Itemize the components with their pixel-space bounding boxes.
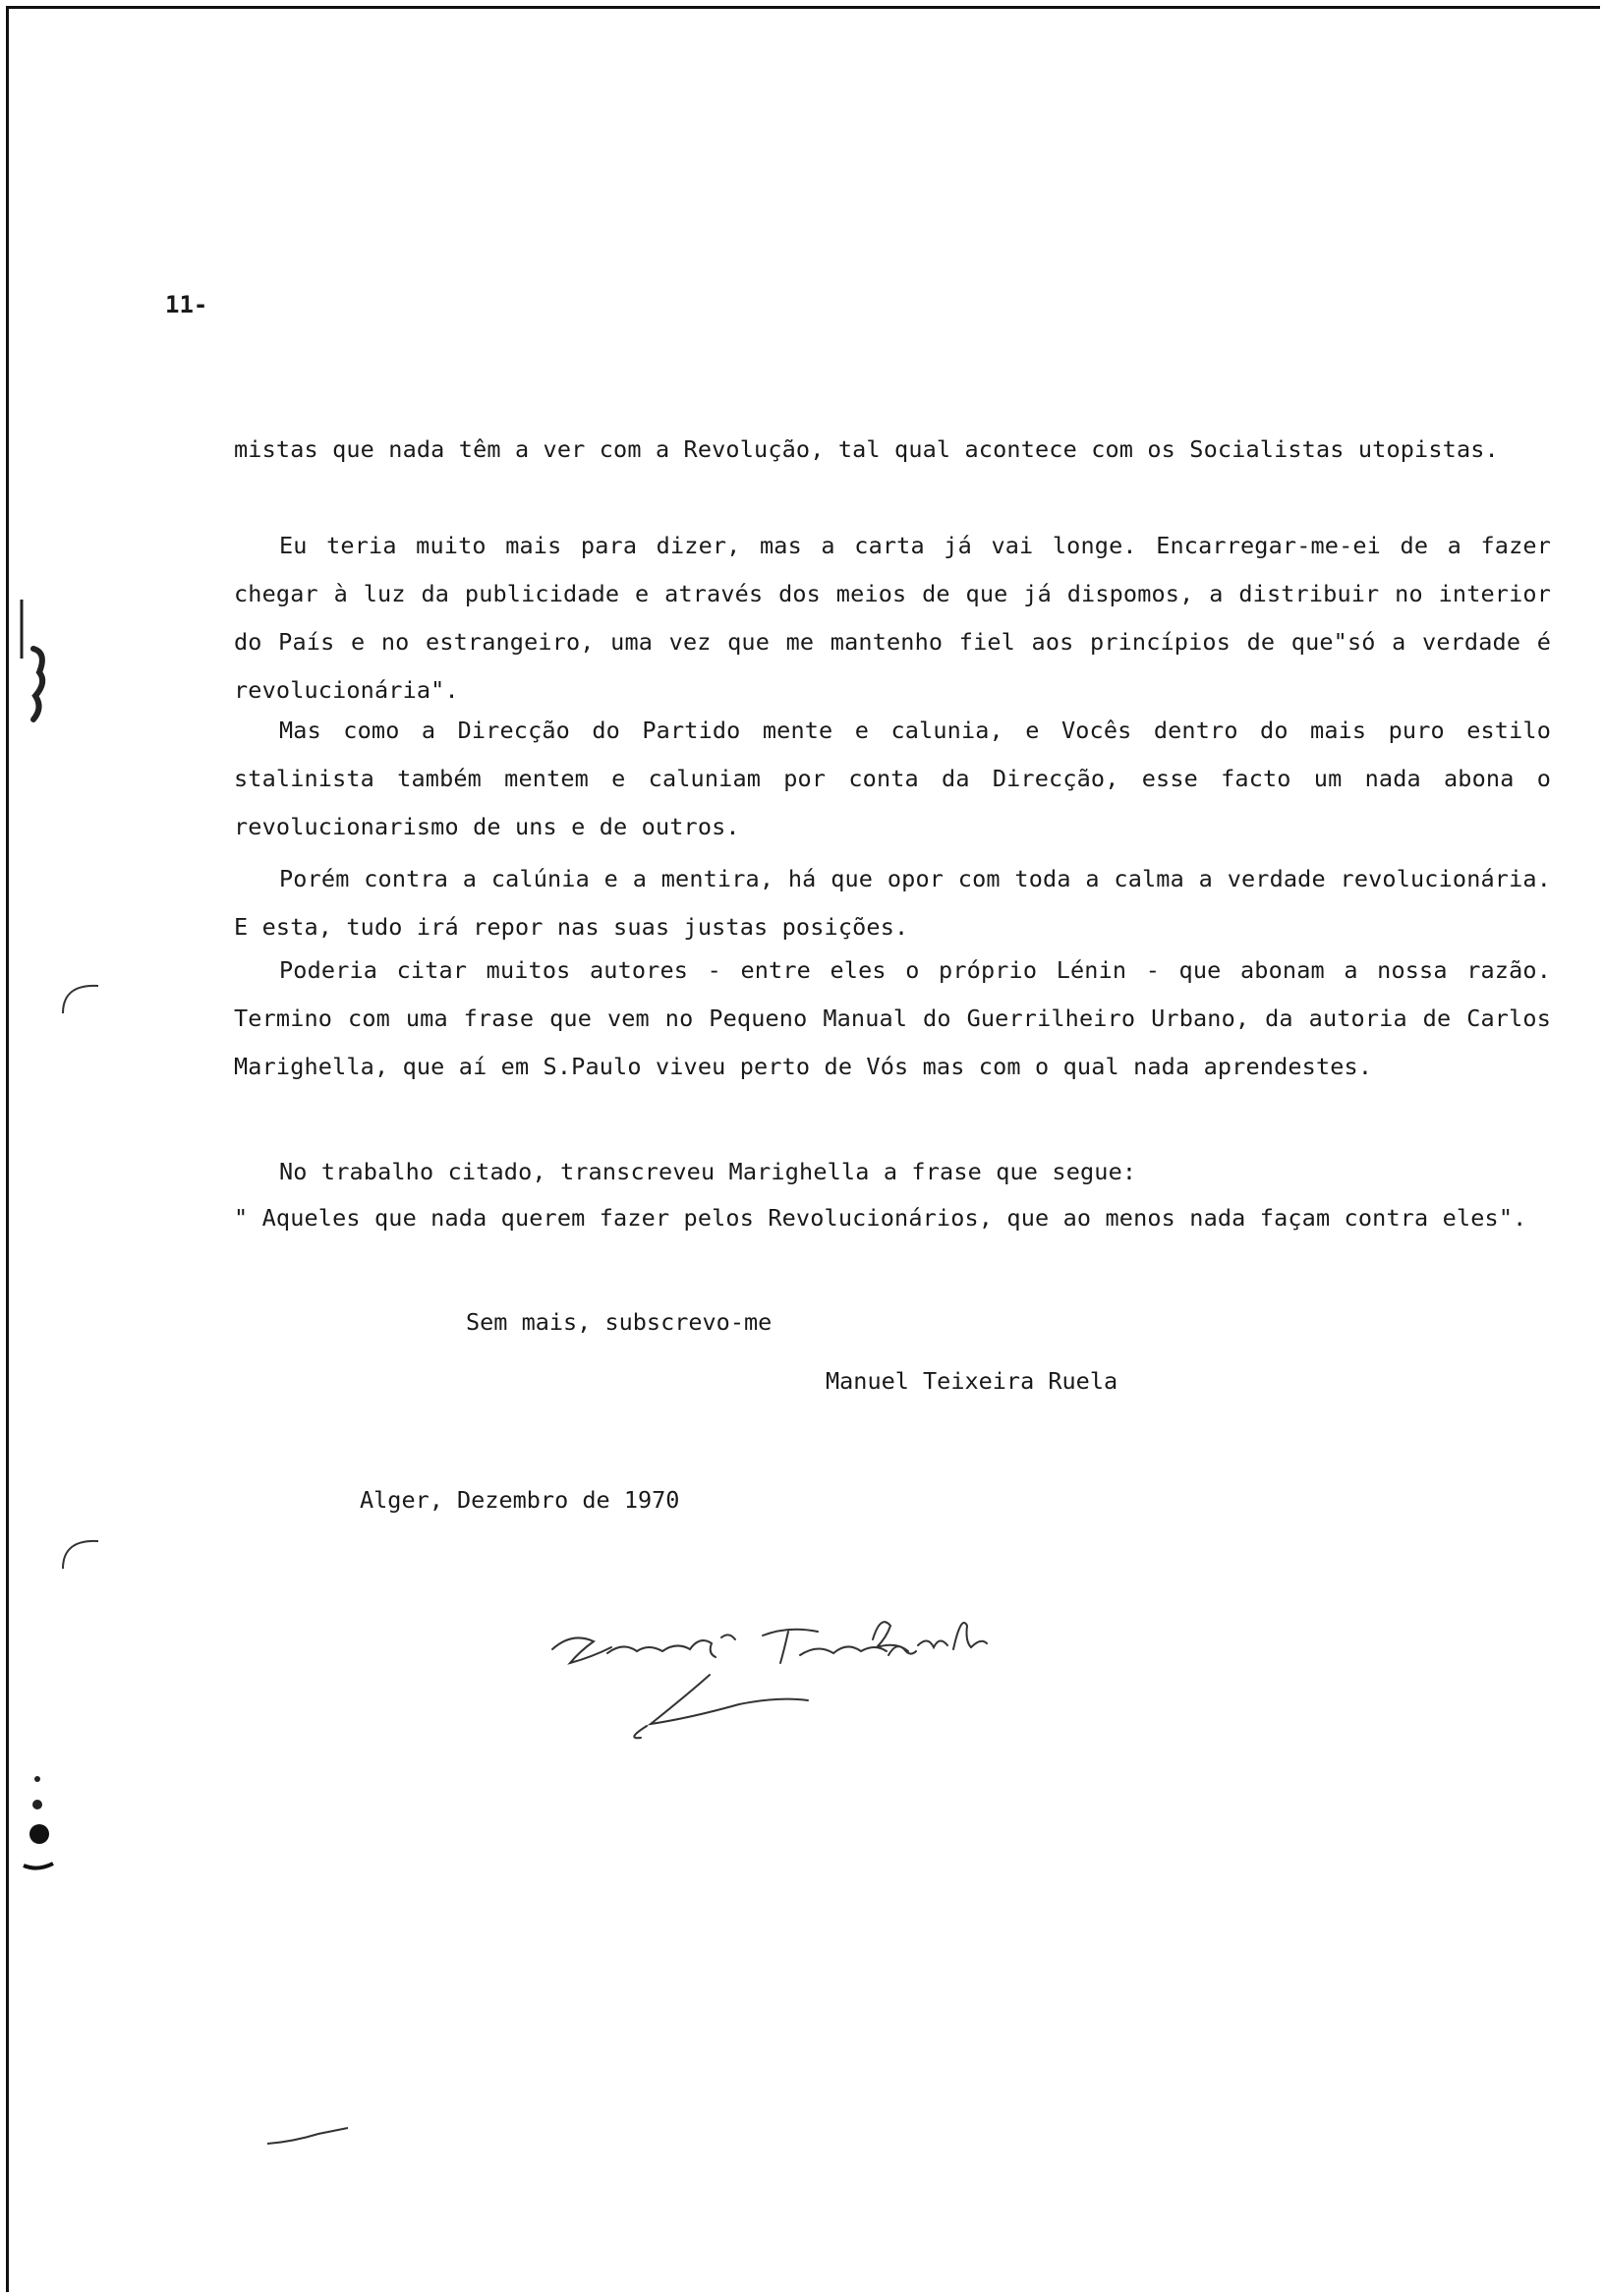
signer-name: Manuel Teixeira Ruela: [826, 1367, 1118, 1395]
binder-hole-mark-bottom: [14, 1769, 63, 1887]
page-number: 11-: [165, 291, 208, 318]
quote-paragraph: " Aqueles que nada querem fazer pelos Revolucionários, que ao menos nada façam contra eles".: [234, 1204, 1527, 1232]
scan-left-border: [6, 6, 9, 2292]
paragraph-6: No trabalho citado, transcreveu Marighella a frase que segue:: [279, 1158, 1137, 1185]
punch-hole-mark-1: [59, 978, 108, 1017]
punch-hole-mark-2: [59, 1533, 108, 1573]
pen-stroke-mark: [263, 2118, 352, 2157]
binder-hole-mark-top: [14, 600, 53, 727]
paragraph-4: Porém contra a calúnia e a mentira, há que opor com toda a calma a verdade revolucionária. E esta, tudo irá repor nas suas justas posições.: [234, 865, 1551, 941]
place-date: Alger, Dezembro de 1970: [360, 1486, 680, 1514]
paragraph-2: Eu teria muito mais para dizer, mas a carta já vai longe. Encarregar-me-ei de a fazer chegar à luz da publicidade e através dos meios de que já dispomos, a distribuir no interior do País e no estrangeiro, uma vez que me mantenho fiel aos princípios de que"só a verdade é revolucionária".: [234, 532, 1551, 704]
paragraph-3: Mas como a Direcção do Partido mente e calunia, e Vocês dentro do mais puro estilo stalinista também mentem e caluniam por conta da Direcção, esse facto um nada abona o revolucionarismo de uns e de outros.: [234, 717, 1551, 840]
closing-line: Sem mais, subscrevo-me: [466, 1308, 773, 1336]
scan-top-border: [6, 6, 1600, 9]
handwritten-signature: [543, 1602, 1014, 1750]
paragraph-5: Poderia citar muitos autores - entre eles o próprio Lénin - que abonam a nossa razão. Termino com uma frase que vem no Pequeno Manual do Guerrilheiro Urbano, da autoria de Carlos Marighella, que aí em S.Paulo viveu perto de Vós mas com o qual nada aprendestes.: [234, 956, 1551, 1080]
paragraph-1: mistas que nada têm a ver com a Revolução, tal qual acontece com os Socialistas utopistas.: [234, 435, 1499, 463]
